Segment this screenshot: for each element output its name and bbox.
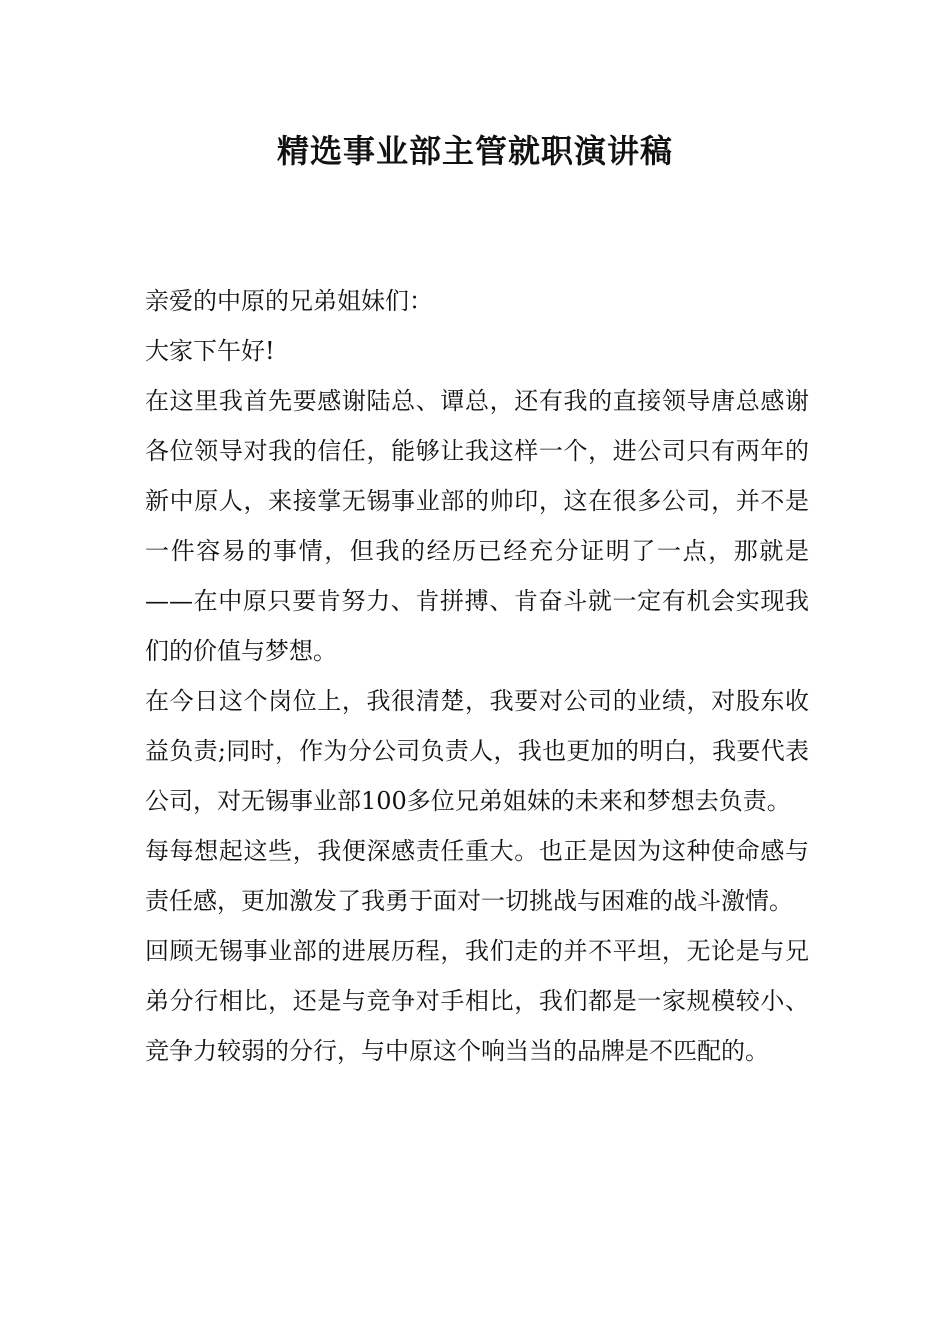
document-body: [145, 276, 809, 1076]
paragraph-thanks: 在这里我首先要感谢陆总、谭总，还有我的直接领导唐总感谢各位领导对我的信任，能够让我这样一个，进公司只有两年的新中原人，来接掌无锡事业部的帅印，这在很多公司，并不是一件容易的事情，但我的经历已经充分证明了一点，那就是——在中原只要肯努力、肯拼搏、肯奋斗就一定有机会实现我们的价值与梦想。: [145, 387, 809, 665]
paragraph-responsibility: 在今日这个岗位上，我很清楚，我要对公司的业绩，对股东收益负责;同时，作为分公司负责人，我也更加的明白，我要代表公司，对无锡事业部100多位兄弟姐妹的未来和梦想去负责。: [145, 687, 809, 815]
paragraph-review: 回顾无锡事业部的进展历程，我们走的并不平坦，无论是与兄弟分行相比，还是与竞争对手相比，我们都是一家规模较小、竞争力较弱的分行，与中原这个响当当的品牌是不匹配的。: [145, 937, 809, 1065]
paragraph-mission: 每每想起这些，我便深感责任重大。也正是因为这种使命感与责任感，更加激发了我勇于面对一切挑战与困难的战斗激情。: [145, 837, 809, 915]
paragraph-greeting: 大家下午好!: [145, 337, 275, 365]
paragraph-salutation: 亲爱的中原的兄弟姐妹们：: [145, 287, 433, 315]
document-title: 精选事业部主管就职演讲稿: [276, 132, 673, 170]
